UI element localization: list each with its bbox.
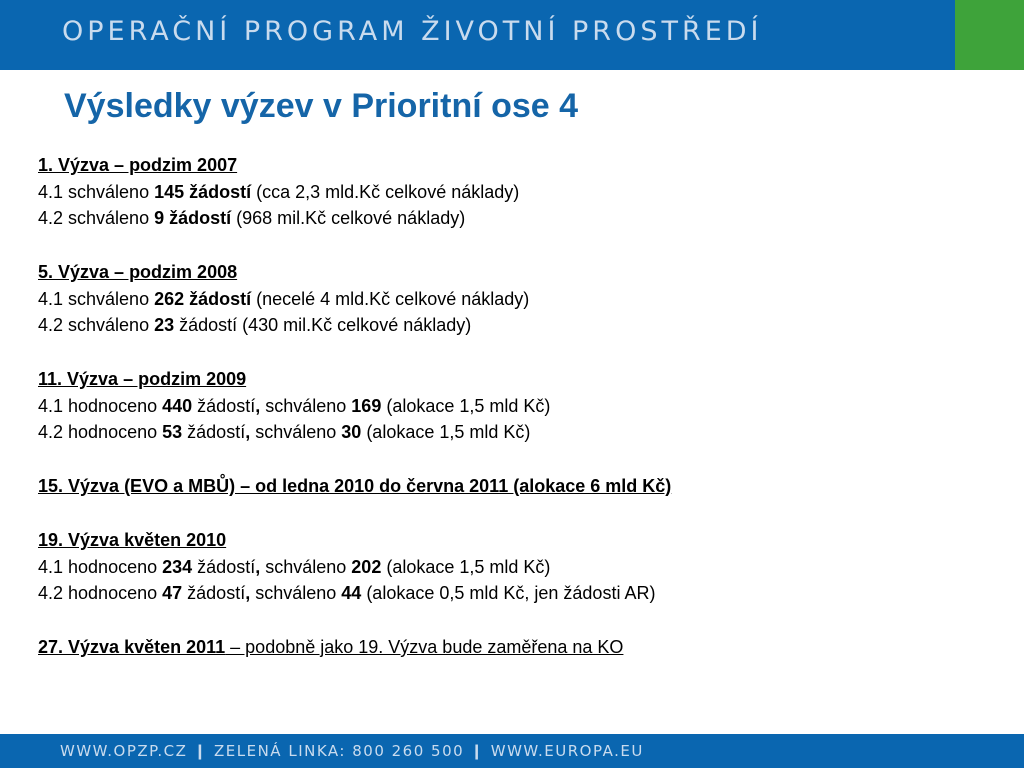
line-text: žádostí (182, 422, 246, 442)
line-text: 4.2 hodnoceno (38, 422, 163, 442)
spacer (38, 607, 998, 635)
count-value: 234 (162, 556, 193, 577)
spacer (38, 446, 998, 474)
line-text: schváleno (250, 422, 342, 442)
spacer (38, 339, 998, 367)
line-text: 4.1 schváleno (38, 288, 155, 309)
comma: , (255, 556, 261, 577)
call-19-heading (38, 527, 998, 554)
slide-title: Výsledky výzev v Prioritní ose 4 (64, 87, 579, 125)
count-value: 30 (341, 422, 362, 442)
line-text: žádostí (192, 395, 256, 416)
calls-list (38, 152, 998, 661)
header-bar (0, 0, 955, 70)
footer-contacts: WWW.OPZP.CZ ❙ ZELENÁ LINKA: 800 260 500 ❙ WWW.EUROPA.EU (60, 742, 644, 760)
count-value: 262 žádostí (154, 288, 252, 309)
call-5-heading (38, 259, 998, 286)
comma: , (245, 422, 251, 442)
call-11-line-1 (38, 393, 998, 420)
comma: , (255, 395, 261, 416)
call-27-note: – podobně jako 19. Výzva bude zaměřena na KO (225, 637, 624, 657)
line-text: (alokace 1,5 mld Kč) (381, 556, 551, 577)
call-heading: 1. Výzva – podzim 2007 (38, 155, 238, 175)
call-1-line-1 (38, 179, 998, 206)
line-text: 4.2 schváleno (38, 315, 155, 335)
call-5-line-2 (38, 312, 998, 339)
line-text: 4.1 hodnoceno (38, 395, 163, 416)
call-heading: 27. Výzva květen 2011 (38, 637, 226, 657)
line-text: 4.2 schváleno (38, 208, 155, 228)
count-value: 9 žádostí (154, 208, 232, 228)
call-1-heading (38, 152, 998, 179)
call-5-line-1 (38, 286, 998, 313)
footer-bar (0, 734, 1024, 768)
count-value: 169 (351, 395, 382, 416)
call-heading: 5. Výzva – podzim 2008 (38, 262, 238, 282)
count-value: 44 (341, 583, 362, 603)
line-text: žádostí (182, 583, 246, 603)
call-heading: 11. Výzva – podzim 2009 (38, 369, 247, 389)
call-heading: 19. Výzva květen 2010 (38, 530, 227, 550)
count-value: 202 (351, 556, 382, 577)
line-text: (968 mil.Kč celkové náklady) (231, 208, 466, 228)
call-1-line-2 (38, 205, 998, 232)
spacer (38, 232, 998, 260)
call-27-heading (38, 634, 998, 661)
call-11-line-2 (38, 419, 998, 446)
line-text: (cca 2,3 mld.Kč celkové náklady) (251, 181, 520, 202)
line-text: (alokace 0,5 mld Kč, jen žádosti AR) (361, 583, 656, 603)
line-text: schváleno (260, 556, 352, 577)
line-text: schváleno (260, 395, 352, 416)
header-green-block (955, 0, 1024, 70)
count-value: 47 (162, 583, 183, 603)
spacer (38, 500, 998, 528)
count-value: 440 (162, 395, 193, 416)
count-value: 53 (162, 422, 183, 442)
line-text: 4.2 hodnoceno (38, 583, 163, 603)
call-11-heading (38, 366, 998, 393)
call-heading: 15. Výzva (EVO a MBŮ) – od ledna 2010 do června 2011 (alokace 6 mld Kč) (38, 476, 672, 496)
line-text: (necelé 4 mld.Kč celkové náklady) (251, 288, 530, 309)
line-text: (alokace 1,5 mld Kč) (361, 422, 531, 442)
line-text: 4.1 hodnoceno (38, 556, 163, 577)
call-19-line-1 (38, 554, 998, 581)
count-value: 23 (154, 315, 175, 335)
count-value: 145 žádostí (154, 181, 252, 202)
line-text: žádostí (192, 556, 256, 577)
program-title: OPERAČNÍ PROGRAM ŽIVOTNÍ PROSTŘEDÍ (62, 16, 763, 47)
line-text: žádostí (430 mil.Kč celkové náklady) (174, 315, 472, 335)
line-text: schváleno (250, 583, 342, 603)
line-text: (alokace 1,5 mld Kč) (381, 395, 551, 416)
call-19-line-2 (38, 580, 998, 607)
comma: , (245, 583, 251, 603)
call-15-heading (38, 473, 998, 500)
line-text: 4.1 schváleno (38, 181, 155, 202)
